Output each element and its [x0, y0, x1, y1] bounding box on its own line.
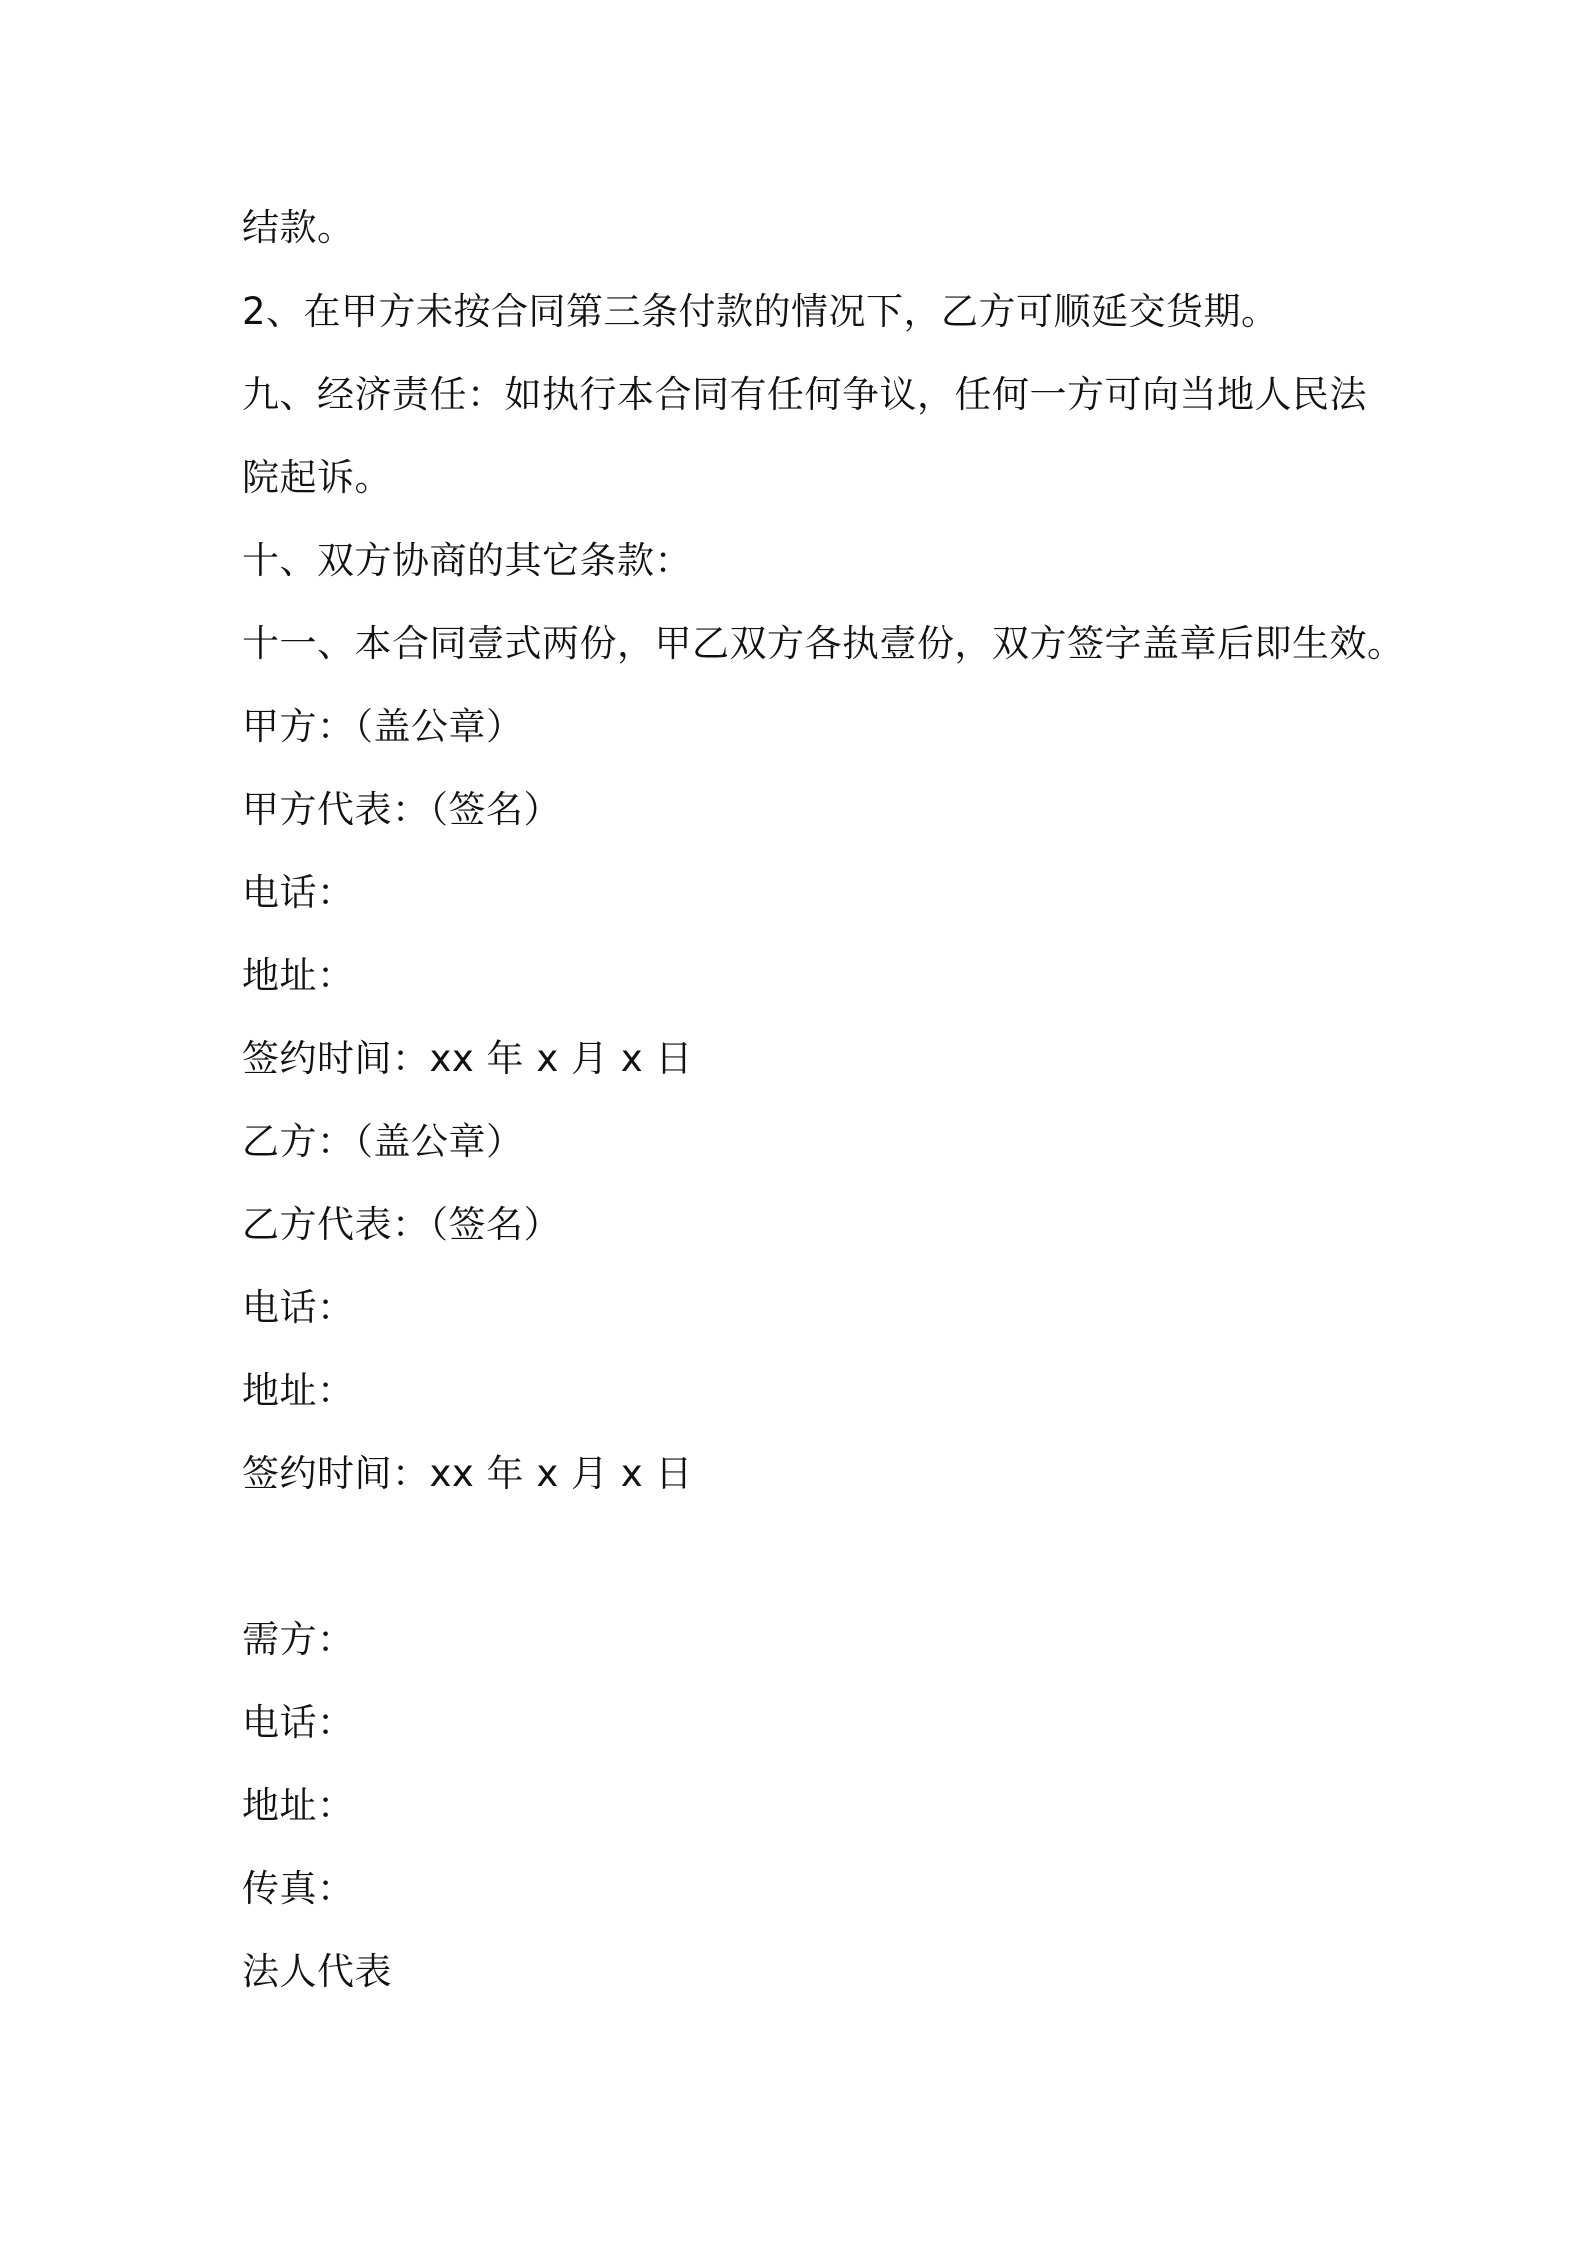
clause-8-item-2: 2、在甲方未按合同第三条付款的情况下，乙方可顺延交货期。 — [242, 290, 1279, 333]
party-a-seal: 甲方：（盖公章） — [242, 705, 524, 748]
party-a-address: 地址： — [242, 954, 355, 997]
buyer-fax: 传真： — [242, 1867, 355, 1910]
party-b-representative: 乙方代表：（签名） — [242, 1203, 561, 1246]
party-b-signing-date: 签约时间：xx 年 x 月 x 日 — [242, 1452, 693, 1495]
buyer-legal-representative: 法人代表 — [242, 1950, 392, 1993]
buyer-label: 需方： — [242, 1618, 355, 1661]
party-b-address: 地址： — [242, 1369, 355, 1412]
clause-10-other-terms: 十、双方协商的其它条款： — [242, 539, 692, 582]
party-b-phone: 电话： — [242, 1286, 355, 1329]
party-a-signing-date: 签约时间：xx 年 x 月 x 日 — [242, 1037, 693, 1080]
party-a-representative: 甲方代表：（签名） — [242, 788, 561, 831]
buyer-address: 地址： — [242, 1784, 355, 1827]
party-b-seal: 乙方：（盖公章） — [242, 1120, 524, 1163]
clause-text: 结款。 — [242, 206, 355, 249]
buyer-phone: 电话： — [242, 1701, 355, 1744]
clause-9-continuation: 院起诉。 — [242, 456, 392, 499]
party-a-phone: 电话： — [242, 871, 355, 914]
clause-11-copies: 十一、本合同壹式两份，甲乙双方各执壹份，双方签字盖章后即生效。 — [242, 622, 1405, 665]
clause-9-economic-liability: 九、经济责任：如执行本合同有任何争议，任何一方可向当地人民法 — [242, 373, 1367, 416]
